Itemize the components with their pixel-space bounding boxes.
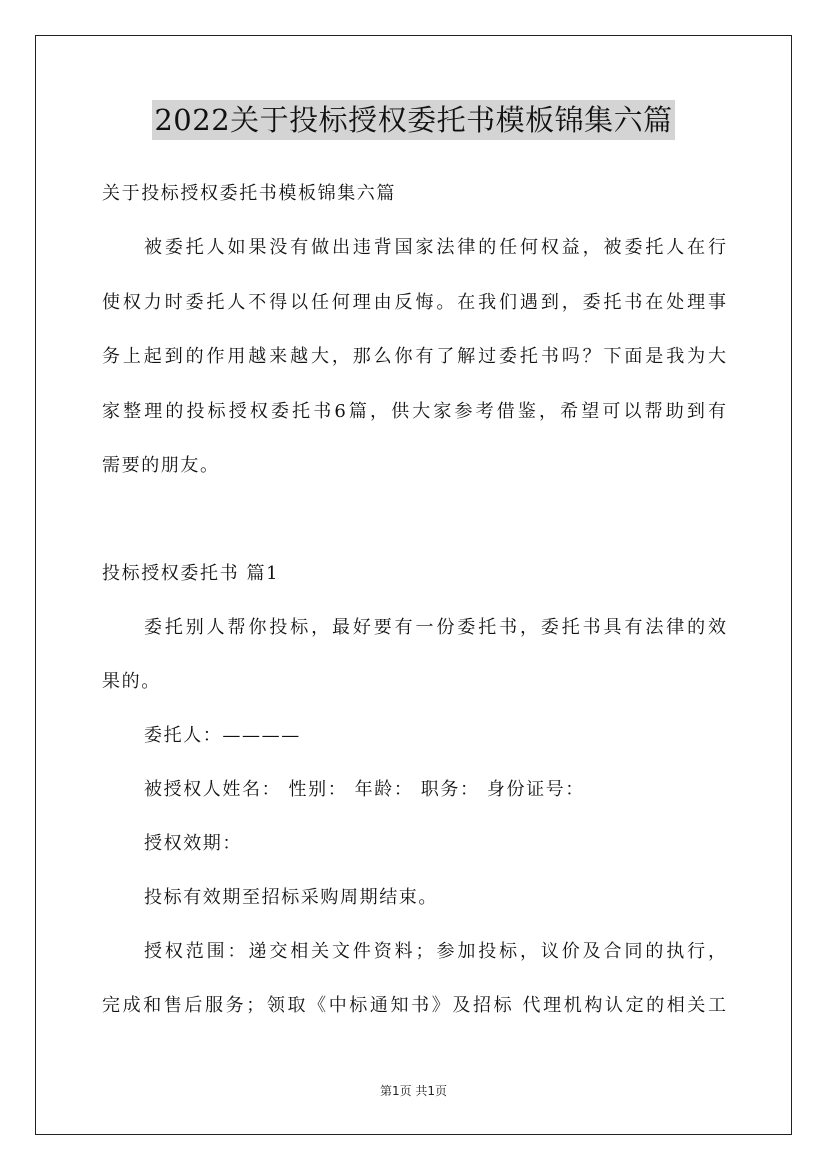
paragraph-line: 委托别人帮你投标，最好要有一份委托书，委托书具有法律的效 (144, 617, 726, 638)
document-title: 2022关于投标授权委托书模板锦集六篇 (152, 100, 674, 140)
paragraph-line: 家整理的投标授权委托书6篇，供大家参考借鉴，希望可以帮助到有 (102, 401, 726, 422)
section-heading: 投标授权委托书 篇1 (102, 563, 280, 584)
field-principal: 委托人：———— (144, 725, 301, 746)
paragraph-line: 被委托人如果没有做出违背国家法律的任何权益，被委托人在行 (144, 237, 726, 258)
paragraph-line: 授权范围：递交相关文件资料；参加投标，议价及合同的执行， (144, 941, 726, 962)
paragraph-line: 务上起到的作用越来越大，那么你有了解过委托书吗？下面是我为大 (102, 346, 726, 367)
field-agent-info: 被授权人姓名： 性别： 年龄： 职务： 身份证号： (144, 779, 585, 800)
subtitle-line: 关于投标授权委托书模板锦集六篇 (102, 183, 396, 204)
title-container (0, 100, 827, 140)
paragraph-line: 需要的朋友。 (102, 455, 220, 476)
field-validity: 授权效期： (144, 833, 242, 854)
paragraph-line: 完成和售后服务；领取《中标通知书》及招标 代理机构认定的相关工 (102, 995, 726, 1016)
paragraph-line: 投标有效期至招标采购周期结束。 (144, 887, 438, 908)
page-footer: 第1页 共1页 (379, 1084, 448, 1098)
paragraph-line: 果的。 (102, 671, 161, 692)
paragraph-line: 使权力时委托人不得以任何理由反悔。在我们遇到，委托书在处理事 (102, 292, 726, 313)
